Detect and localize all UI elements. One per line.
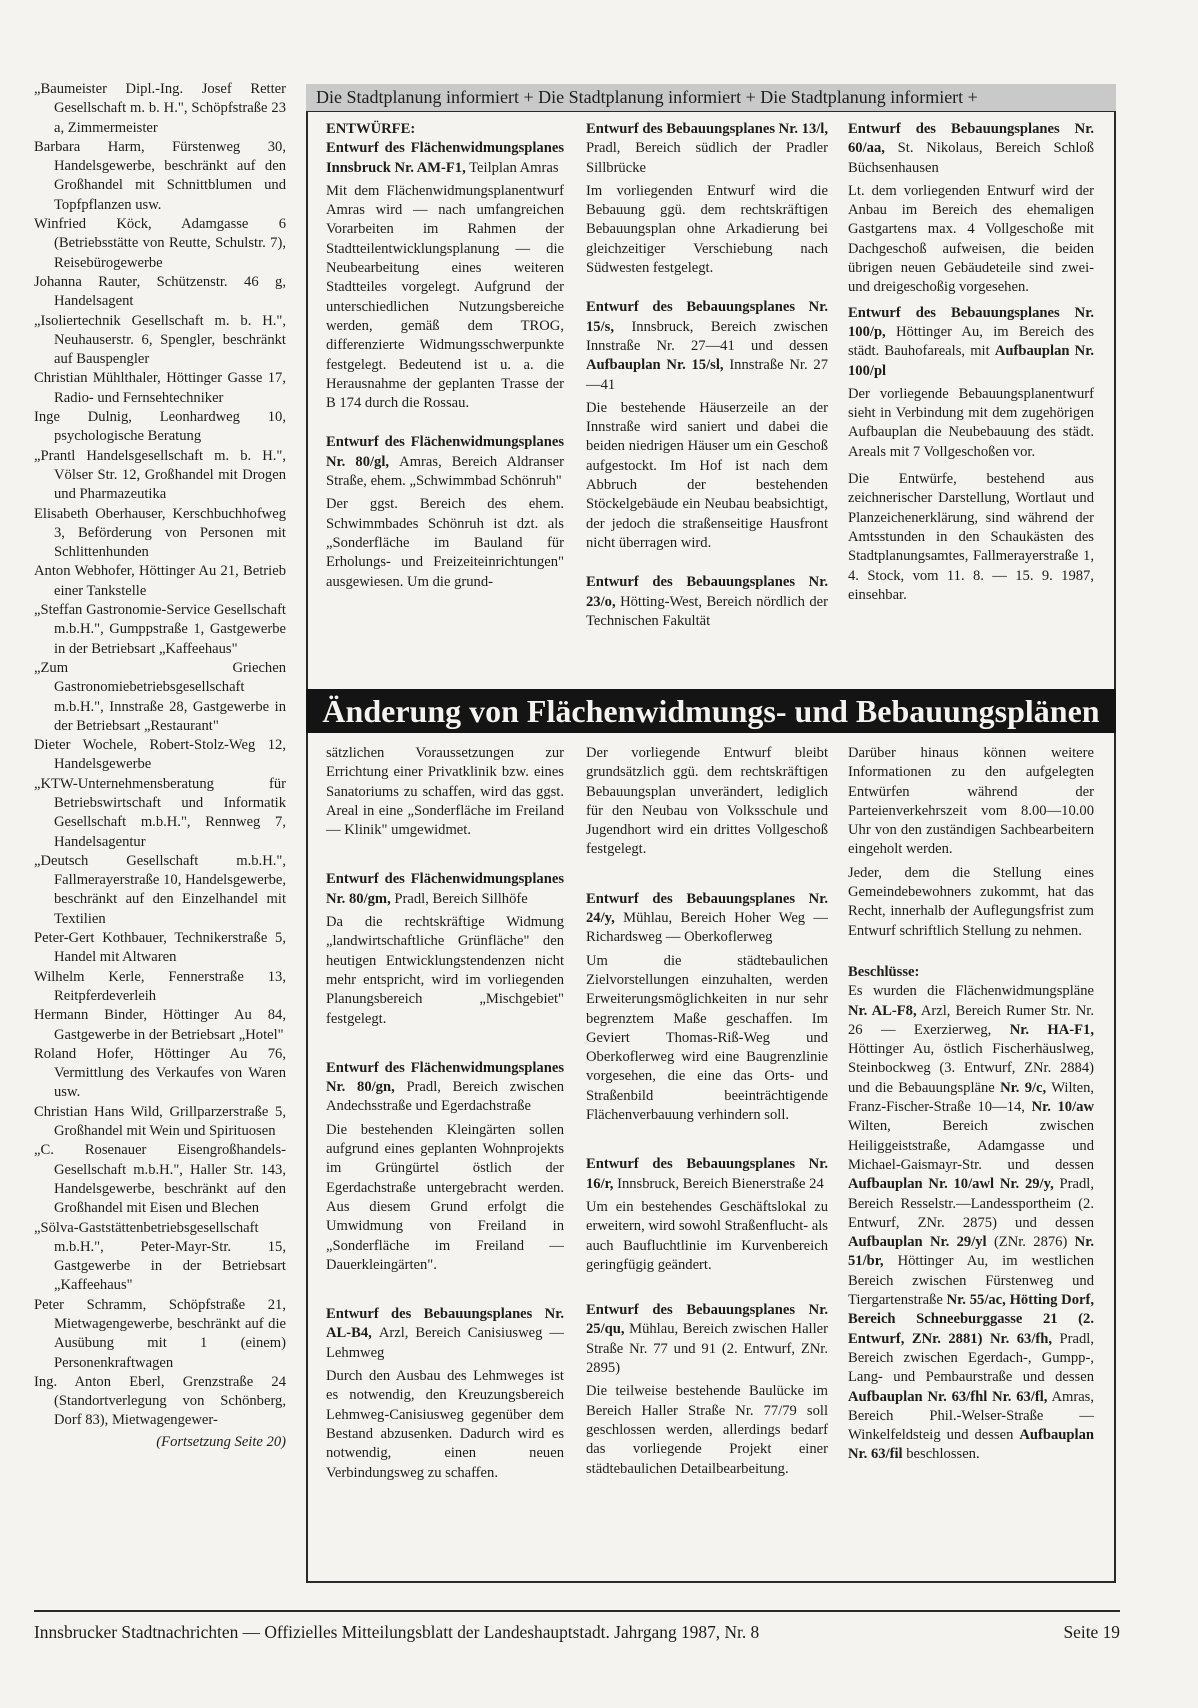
plan-entry xyxy=(326,1059,564,1117)
plan-number: Nr. 55/ac, xyxy=(946,1292,1006,1309)
page-footer xyxy=(34,1610,1120,1644)
plan-number: Nr. 63/fl, xyxy=(992,1388,1048,1405)
city-planning-banner: Die Stadtplanung informiert + Die Stadtplanung informiert + Die Stadtplanung informiert + xyxy=(306,84,1116,112)
plan-entry xyxy=(586,120,828,178)
list-entry: Johanna Rauter, Schützenstr. 46 g, Handelsagent xyxy=(34,273,286,310)
plan-entry xyxy=(848,120,1094,178)
list-entry: Elisabeth Oberhauser, Kerschbuchhofweg 3, Beförderung von Personen mit Schlittenhunden xyxy=(34,505,286,561)
plan-description: Die teilweise bestehende Baulücke im Bereich Haller Straße Nr. 77/79 soll geschlossen werden, allerdings bedarf das vorliegende Projekt einer städtebaulichen Detailbearbeitung. xyxy=(586,1383,828,1477)
plan-entry xyxy=(586,1301,828,1378)
resolution-text: Arzl, Bereich Rumer Str. Nr. 26 — Exerzierweg, xyxy=(848,1002,1094,1038)
plan-description: Der vorliegende Entwurf bleibt grundsätzlich ggü. dem rechtskräftigen Bebauungsplan unverändert, lediglich für den Neubau von Volksschule und Jugendhort wird ein drittes Vollgeschoß festgelegt. xyxy=(586,745,828,858)
list-entry: Winfried Köck, Adamgasse 6 (Betriebsstätte von Reutte, Schulstr. 7), Reisebürogewerbe xyxy=(34,216,286,271)
plan-number: Aufbauplan Nr. 29/yl xyxy=(848,1234,987,1251)
plan-area: Innstraße Nr. 27—41 xyxy=(586,357,828,393)
resolution-text: Wilten, Franz-Fischer-Straße 10—14, xyxy=(848,1079,1095,1116)
section-heading-drafts: ENTWÜRFE: xyxy=(326,121,416,137)
plan-entry xyxy=(586,298,828,394)
display-notice: Die Entwürfe, bestehend aus zeichnerischer Darstellung, Wortlaut und Planzeichenerklärung, sind während der Amtsstunden in den Schaukästen des Stadtplanungsamtes, Fallmerayerstraße 1, 4. Stock, vom 11. 8. — 15. 9. 1987, einsehbar. xyxy=(848,471,1094,603)
plan-description: Lt. dem vorliegenden Entwurf wird der Anbau im Bereich des ehemaligen Gastgartens max. 4 Vollgeschoße mit Dachgeschoß aufweisen, die beiden übrigen neuen Gebäudeteile sind zwei- und dreigeschoßig vorgesehen. xyxy=(848,182,1094,296)
publication-line: Innsbrucker Stadtnachrichten — Offizielles Mitteilungsblatt der Landeshauptstadt. Jahrgang 1987, Nr. 8 xyxy=(34,1622,760,1642)
plan-description: sätzlichen Voraussetzungen zur Errichtung einer Privatklinik bzw. eines Sanatoriums zu schaffen, wird das ggst. Areal in eine „Sonderfläche im Freiland — Klinik" umgewidmet. xyxy=(326,745,564,839)
plan-number: Nr. 10/aw xyxy=(1031,1099,1094,1116)
plan-entry xyxy=(586,890,828,948)
list-entry: „Deutsch Gesellschaft m.b.H.", Fallmerayerstraße 10, Handelsgewerbe, beschränkt auf den Einzelhandel mit Textilien xyxy=(34,852,286,927)
list-entry: „Sölva-Gaststättenbetriebsgesellschaft m.b.H.", Peter-Mayr-Str. 15, Gastgewerbe in der Betriebsart „Kaffeehaus" xyxy=(34,1219,286,1294)
plan-area-bold: Hötting Dorf, Bereich Schneeburggasse 21 (2. Entwurf, ZNr. 2881) xyxy=(848,1292,1095,1347)
list-entry: „Isoliertechnik Gesellschaft m. b. H.", Neuhauserstr. 6, Spengler, beschränkt auf Bauspengler xyxy=(34,312,286,368)
resolution-text: beschlossen. xyxy=(906,1446,980,1463)
plan-number: Nr. 9/c, xyxy=(1000,1079,1047,1096)
continuation-note: (Fortsetzung Seite 20) xyxy=(156,1433,286,1450)
list-entry: Christian Hans Wild, Grillparzerstraße 5, Großhandel mit Wein und Spirituosen xyxy=(34,1103,286,1140)
plan-heading: Entwurf des Flächenwidmungsplanes Nr. 80/gl, xyxy=(326,434,564,470)
list-entry: Ing. Anton Eberl, Grenzstraße 24 (Standortverlegung von Schönberg, Dorf 83), Mietwagengewer- xyxy=(34,1373,286,1429)
plan-area: Amras, Bereich Aldranser Straße, ehem. „Schwimmbad Schönruh" xyxy=(326,453,564,490)
resolution-text: Höttinger Au, im westlichen Bereich zwischen Fürstenweg und Tiergartenstraße xyxy=(848,1253,1094,1309)
plan-area: Arzl, Bereich Canisiusweg — Lehmweg xyxy=(326,1325,564,1361)
list-entry: Wilhelm Kerle, Fennerstraße 13, Reitpferdeverleih xyxy=(34,968,286,1004)
plan-area: Pradl, Bereich südlich der Pradler Sillbrücke xyxy=(586,140,828,176)
list-entry: Christian Mühlthaler, Höttinger Gasse 17, Radio- und Fernsehtechniker xyxy=(34,370,286,406)
plan-number: Nr. 63/fh, xyxy=(989,1330,1053,1347)
plan-area: Innsbruck, Bereich zwischen Innstraße Nr. 27—41 und dessen xyxy=(586,318,829,354)
plan-heading: Entwurf des Flächenwidmungsplanes Nr. 80/gm, xyxy=(326,871,564,907)
list-entry: „Baumeister Dipl.-Ing. Josef Retter Gesellschaft m. b. H.", Schöpfstraße 23 a, Zimmermeister xyxy=(34,81,286,136)
plan-heading: Entwurf des Bebauungsplanes Nr. 25/qu, xyxy=(586,1302,828,1338)
plan-area: Mühlau, Bereich zwischen Haller Straße Nr. 77 und 91 (2. Entwurf, ZNr. 2895) xyxy=(586,1321,828,1377)
plan-heading-secondary: Aufbauplan Nr. 15/sl, xyxy=(586,357,724,374)
plan-heading: Entwurf des Bebauungsplanes Nr. 24/y, xyxy=(586,890,828,927)
list-entry: Dieter Wochele, Robert-Stolz-Weg 12, Handelsgewerbe xyxy=(34,737,286,773)
plan-heading: Entwurf des Flächenwidmungsplanes Innsbruck Nr. AM-F1, xyxy=(326,140,564,176)
plan-description: Der vorliegende Bebauungsplanentwurf sieht in Verbindung mit dem zugehörigen Aufbauplan die Neubebauung des städt. Areals mit 7 Vollgeschoßen vor. xyxy=(848,385,1094,460)
resolution-text: (ZNr. 2876) xyxy=(993,1234,1068,1251)
resolution-text: Höttinger Au, östlich Fischerhäuslweg, Steinbockweg (3. Entwurf, ZNr. 2884) xyxy=(848,1041,1094,1077)
list-entry: Roland Hofer, Höttinger Au 76, Vermittlung des Verkaufes von Waren usw. xyxy=(34,1045,286,1101)
resolution-text: Es wurden die Flächenwidmungspläne xyxy=(848,983,1094,1000)
list-entry: Peter-Gert Kothbauer, Technikerstraße 5, Handel mit Altwaren xyxy=(34,930,286,966)
plan-entry xyxy=(326,139,564,178)
plan-area: Höttinger Au, im Bereich des städt. Bauhofareals, mit xyxy=(848,323,1094,360)
main-headline: Änderung von Flächenwidmungs- und Bebauungsplänen xyxy=(306,689,1116,733)
plan-number: Aufbauplan Nr. 63/fil xyxy=(848,1427,1094,1463)
plan-number: Aufbauplan Nr. 63/fhl xyxy=(848,1388,988,1405)
bottom-column-2 xyxy=(586,744,828,1483)
plan-description: Im vorliegenden Entwurf wird die Bebauung ggü. dem rechtskräftigen Bebauungsplan ohne Arkadierung bei gleichzeitiger Verschiebung nach Südwesten festgelegt. xyxy=(586,182,828,277)
plan-description: Um die städtebaulichen Zielvorstellungen einzuhalten, werden Erweiterungsmöglichkeiten in nur sehr begrenztem Maße geschaffen. Im Geviert Thomas-Riß-Weg und Oberkoflerweg wird eine Baugrenzlinie vorgesehen, die eine das Orts- und Straßenbild beeinträchtigende Flächenverbauung verhindern soll. xyxy=(586,952,828,1124)
plan-heading: Entwurf des Bebauungsplanes Nr. 23/o, xyxy=(586,574,828,610)
plan-description: Durch den Ausbau des Lehmweges ist es notwendig, den Kreuzungsbereich Lehmweg-Canisiusweg gegenüber dem Bestand abzusenken. Dadurch wird es notwendig, einen neuen Verbindungsweg zu schaffen. xyxy=(326,1368,564,1481)
bottom-column-1 xyxy=(326,744,564,1487)
resolution-text: Pradl, Bereich zwischen Egerdach-, Gumpp-, Lang- und Pembaurstraße und dessen xyxy=(848,1330,1094,1386)
resolution-text: und die Bebauungspläne xyxy=(848,1079,995,1096)
page-number: Seite 19 xyxy=(1063,1622,1120,1642)
business-list-column xyxy=(34,80,286,1452)
list-entry: „C. Rosenauer Eisengroßhandels-Gesellschaft m.b.H.", Haller Str. 143, Handelsgewerbe, beschränkt auf den Großhandel mit Eisen und Blechen xyxy=(34,1142,286,1217)
list-entry: Barbara Harm, Fürstenweg 30, Handelsgewerbe, beschränkt auf den Großhandel mit Schnittblumen und Topfpflanzen usw. xyxy=(34,138,286,213)
plan-number: Nr. HA-F1, xyxy=(1009,1021,1094,1038)
list-entry: „Prantl Handelsgesellschaft m. b. H.", Völser Str. 12, Großhandel mit Drogen und Pharmazeutika xyxy=(34,447,286,503)
plan-heading: Entwurf des Bebauungsplanes Nr. 60/aa, xyxy=(848,121,1094,157)
bottom-column-3 xyxy=(848,744,1094,1469)
list-entry: „Steffan Gastronomie-Service Gesellschaft m.b.H.", Gumppstraße 1, Gastgewerbe in der Betriebsart „Kaffeehaus" xyxy=(34,602,286,657)
plan-area: Pradl, Bereich zwischen Andechsstraße und Egerdachstraße xyxy=(326,1079,564,1115)
plan-description: Der ggst. Bereich des ehem. Schwimmbades Schönruh ist dzt. als „Sonderfläche im Bauland für Erholungs- und Freizeiteinrichtungen" ausgewiesen. Um die grund- xyxy=(326,496,564,590)
resolution-text: Pradl, Bereich Resselstr.—Landessportheim (2. Entwurf, ZNr. 2875) und dessen xyxy=(848,1176,1094,1231)
plan-heading-secondary: Aufbauplan Nr. 100/pl xyxy=(848,343,1094,379)
list-entry: Peter Schramm, Schöpfstraße 21, Mietwagengewerbe, beschränkt auf die Ausübung mit 1 (einem) Personenkraftwagen xyxy=(34,1296,286,1371)
plan-area: St. Nikolaus, Bereich Schloß Büchsenhausen xyxy=(848,140,1094,176)
plan-area: Innsbruck, Bereich Bienerstraße 24 xyxy=(617,1175,824,1192)
plan-entry xyxy=(586,573,828,631)
plan-area: Hötting-West, Bereich nördlich der Technischen Fakultät xyxy=(586,593,828,629)
info-paragraph: Jeder, dem die Stellung eines Gemeindebewohners zukommt, hat das Recht, innerhalb der Auflegungsfrist zum Entwurf schriftlich Stellung zu nehmen. xyxy=(848,864,1094,939)
list-entry: Inge Dulnig, Leonhardweg 10, psychologische Beratung xyxy=(34,409,286,445)
plan-entry xyxy=(326,1305,564,1363)
plan-description: Die bestehenden Kleingärten sollen aufgrund eines geplanten Wohnprojekts im Grüngürtel östlich der Egerdachstraße untergebracht werden. Aus diesem Grund erfolgt die Umwidmung von Freiland in „Sonderfläche im Freiland — Dauerkleingärten". xyxy=(326,1121,564,1273)
info-paragraph: Darüber hinaus können weitere Informationen zu den aufgelegten Entwürfen während der Parteienverkehrszeit vom 8.00—10.00 Uhr von den zuständigen Sachbearbeitern eingeholt werden. xyxy=(848,745,1094,858)
plan-entry xyxy=(326,870,564,909)
plan-description: Da die rechtskräftige Widmung „landwirtschaftliche Grünfläche" den heutigen Entwicklungstendenzen nicht mehr entspricht, wird im vorliegenden Planungsbereich „Mischgebiet" festgelegt. xyxy=(326,914,564,1027)
top-column-3 xyxy=(848,120,1094,609)
plan-entry xyxy=(326,433,564,491)
plan-description: Mit dem Flächenwidmungsplanentwurf Amras wird — nach umfangreichen Vorarbeiten im Rahmen der Stadtteilentwicklungsplanung — die Neubearbeitung eines weiteren Stadtteiles vorgelegt. Aufgrund der unterschiedlichen Nutzungsbereiche werden, gemäß dem TROG, differenzierte Widmungsschwerpunkte festgelegt. Bedeutend ist u. a. die Herausnahme der geplanten Trasse der B 174 durch die Rossau. xyxy=(326,182,564,412)
plan-area: Mühlau, Bereich Hoher Weg — Richardsweg — Oberkoflerweg xyxy=(586,910,828,946)
plan-area: Teilplan Amras xyxy=(469,159,559,176)
plan-heading: Entwurf des Flächenwidmungsplanes Nr. 80/gn, xyxy=(326,1059,564,1096)
plan-heading: Entwurf des Bebauungsplanes Nr. 100/p, xyxy=(848,304,1094,340)
plan-entry xyxy=(586,1155,828,1194)
plan-heading: Entwurf des Bebauungsplanes Nr. 13/l, xyxy=(586,121,828,137)
plan-description: Um ein bestehendes Geschäftslokal zu erweitern, wird sowohl Straßenflucht- als auch Baufluchtlinie im Kurvenbereich geringfügig geändert. xyxy=(586,1198,828,1273)
list-entry: Anton Webhofer, Höttinger Au 21, Betrieb einer Tankstelle xyxy=(34,563,286,599)
plan-heading: Entwurf des Bebauungsplanes Nr. 15/s, xyxy=(586,299,828,335)
plan-heading: Entwurf des Bebauungsplanes Nr. AL-B4, xyxy=(326,1306,564,1342)
list-entry: „Zum Griechen Gastronomiebetriebsgesellschaft m.b.H.", Innstraße 28, Gastgewerbe in der Betriebsart „Restaurant" xyxy=(34,659,286,734)
plan-area: Pradl, Bereich Sillhöfe xyxy=(394,890,528,907)
resolution-text: Amras, Bereich Phil.-Welser-Straße — Winkelfeldsteig und dessen xyxy=(848,1388,1095,1444)
plan-number: Nr. AL-F8, xyxy=(848,1002,917,1019)
list-entry: Hermann Binder, Höttinger Au 84, Gastgewerbe in der Betriebsart „Hotel" xyxy=(34,1007,286,1043)
resolution-text: Wilten, Bereich zwischen Heiliggeiststraße, Adamgasse und Michael-Gaismayr-Str. und dessen xyxy=(848,1118,1094,1173)
section-heading-resolutions: Beschlüsse: xyxy=(848,963,920,980)
resolutions-text xyxy=(848,982,1094,1464)
plan-description: Die bestehende Häuserzeile an der Innstraße wird saniert und dabei die beiden niedrigen Häuser um ein Geschoß aufgestockt. Im Hof ist nach dem Abbruch der bestehenden Stöckelgebäude ein Neubau beabsichtigt, der jedoch die straßenseitige Hausfront nicht überragen wird. xyxy=(586,399,828,551)
plan-heading: Entwurf des Bebauungsplanes Nr. 16/r, xyxy=(586,1156,828,1192)
list-entry: „KTW-Unternehmensberatung für Betriebswirtschaft und Informatik Gesellschaft m.b.H.", Rennweg 7, Handelsagentur xyxy=(34,775,286,850)
plan-entry xyxy=(848,304,1094,381)
plan-number: Nr. 51/br, xyxy=(848,1234,1094,1270)
top-column-2 xyxy=(586,120,828,635)
top-column-1 xyxy=(326,120,564,596)
plan-number: Nr. 29/y, xyxy=(999,1176,1054,1193)
plan-number: Aufbauplan Nr. 10/awl xyxy=(848,1176,995,1193)
